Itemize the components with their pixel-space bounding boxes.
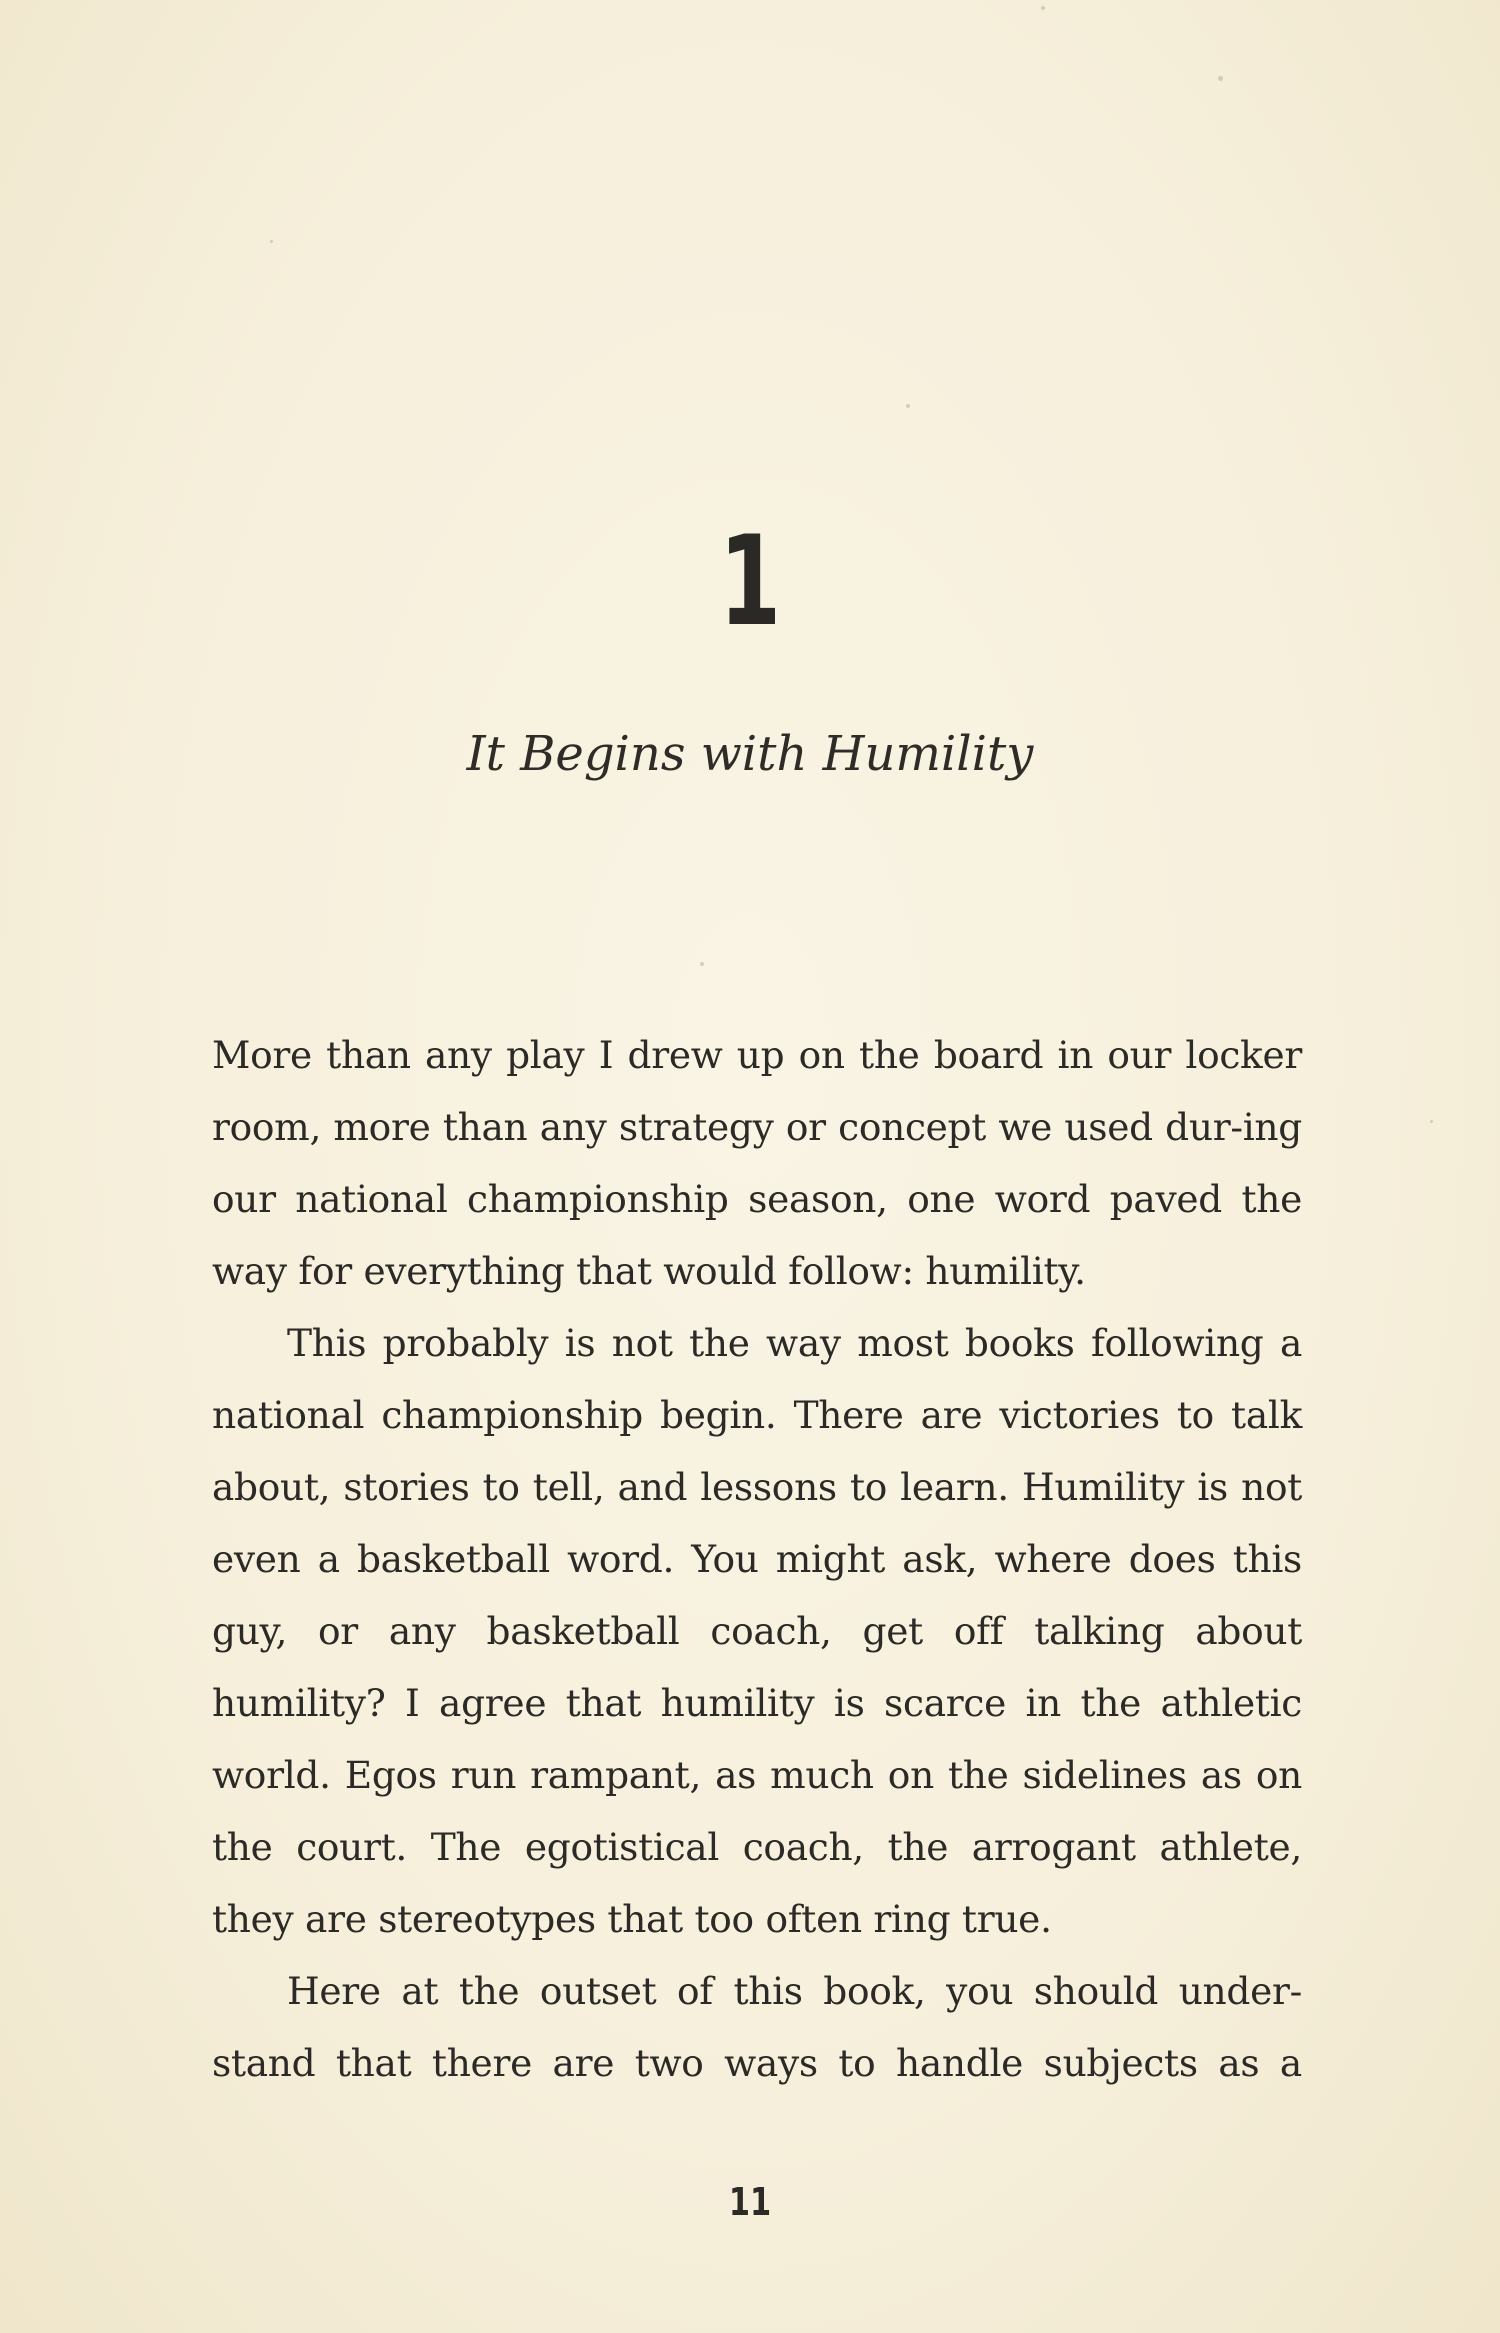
paper-speck [1218, 76, 1223, 81]
paragraph: More than any play I drew up on the board in our locker room, more than any strategy or concept we used dur-ing our national championship season, one word paved the way for everything that would follow: humility. [212, 1033, 1302, 1293]
page-number: 11 [728, 2180, 772, 2224]
paper-speck [906, 404, 910, 408]
paper-speck [270, 240, 273, 243]
chapter-number: 1 [718, 510, 782, 654]
paragraph: This probably is not the way most books following a national championship begin. There are victories to talk about, stories to tell, and lessons to learn. Humility is not even a basketball word. You might ask, where does this guy, or any basketball coach, get off talking about humility? I agree that humility is scarce in the athletic world. Egos run rampant, as much on the sidelines as on the court. The egotistical coach, the arrogant athlete, they are stereotypes that too often ring true. [212, 1321, 1302, 1941]
paper-speck [1041, 6, 1045, 10]
paper-speck [700, 962, 704, 966]
paragraph: Here at the outset of this book, you should under-stand that there are two ways to handle subjects as a [212, 1969, 1302, 2085]
paper-speck [1430, 1120, 1433, 1123]
chapter-title: It Begins with Humility [466, 726, 1034, 782]
chapter-body [212, 1019, 1302, 2099]
